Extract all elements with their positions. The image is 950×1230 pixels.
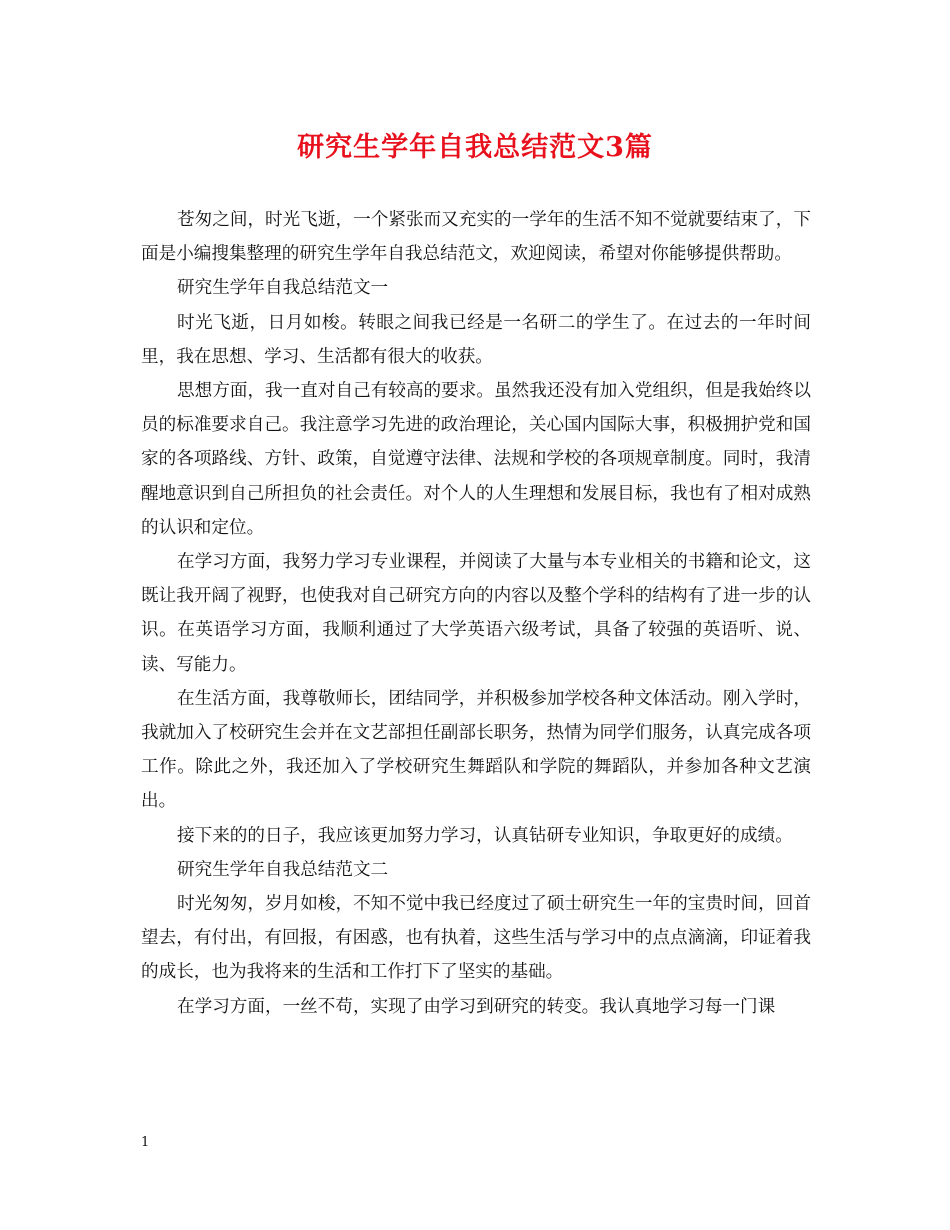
intro-paragraph: 苍匆之间，时光飞逝，一个紧张而又充实的一学年的生活不知不觉就要结束了，下面是小编搜集整理的研究生学年自我总结范文，欢迎阅读，希望对你能够提供帮助。 <box>141 210 811 265</box>
paragraph: 接下来的的日子，我应该更加努力学习，认真钻研专业知识，争取更好的成绩。 <box>177 825 793 846</box>
section-heading-1: 研究生学年自我总结范文一 <box>177 278 389 299</box>
paragraph: 在生活方面，我尊敬师长，团结同学，并积极参加学校各种文体活动。刚入学时，我就加入了校研究生会并在文艺部担任副部长职务，热情为同学们服务，认真完成各项工作。除此之外，我还加入了学校研究生舞蹈队和学院的舞蹈队，并参加各种文艺演出。 <box>141 688 811 812</box>
paragraph: 思想方面，我一直对自己有较高的要求。虽然我还没有加入党组织，但是我始终以员的标准要求自己。我注意学习先进的政治理论，关心国内国际大事，积极拥护党和国家的各项路线、方针、政策，自觉遵守法律、法规和学校的各项规章制度。同时，我清醒地意识到自己所担负的社会责任。对个人的人生理想和发展目标，我也有了相对成熟的认识和定位。 <box>141 381 811 538</box>
document-title: 研究生学年自我总结范文3篇 <box>297 132 653 163</box>
section-heading-2: 研究生学年自我总结范文二 <box>177 859 389 880</box>
paragraph: 时光飞逝，日月如梭。转眼之间我已经是一名研二的学生了。在过去的一年时间里，我在思想、学习、生活都有很大的收获。 <box>141 312 811 367</box>
paragraph: 在学习方面，一丝不苟，实现了由学习到研究的转变。我认真地学习每一门课 <box>177 996 776 1017</box>
page-number: 1 <box>141 1135 150 1150</box>
document-body <box>141 203 811 1024</box>
paragraph: 在学习方面，我努力学习专业课程，并阅读了大量与本专业相关的书籍和论文，这既让我开阔了视野，也使我对自己研究方向的内容以及整个学科的结构有了进一步的认识。在英语学习方面，我顺利通过了大学英语六级考试，具备了较强的英语听、说、读、写能力。 <box>141 552 811 675</box>
paragraph: 时光匆匆，岁月如梭，不知不觉中我已经度过了硕士研究生一年的宝贵时间，回首望去，有付出，有回报，有困惑，也有执着，这些生活与学习中的点点滴滴，印证着我的成长，也为我将来的生活和工作打下了坚实的基础。 <box>141 894 811 983</box>
